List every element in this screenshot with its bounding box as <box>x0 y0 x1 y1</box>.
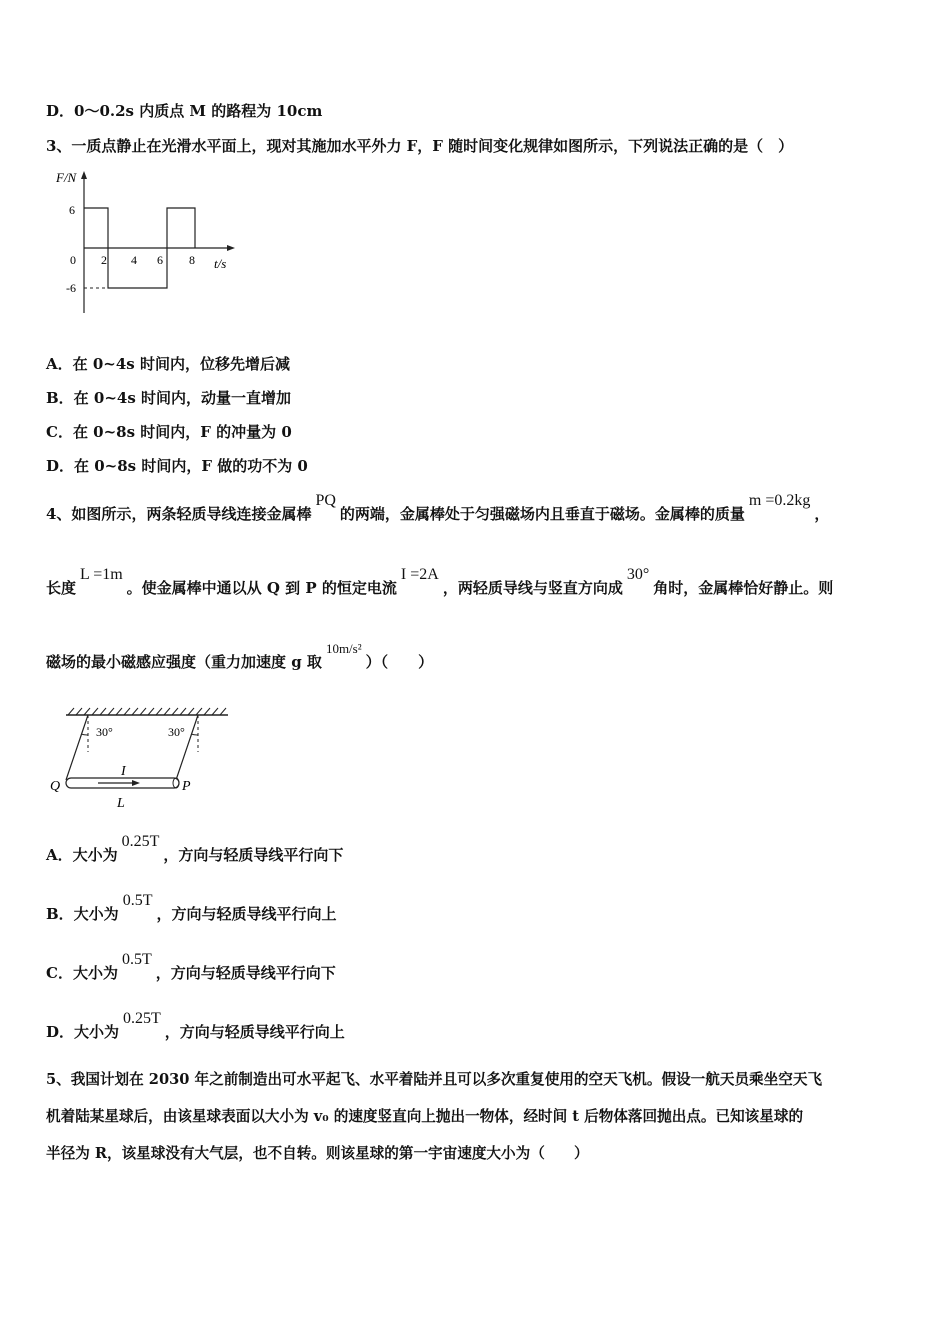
y-tick-0: 0 <box>70 253 76 267</box>
label-p: P <box>182 779 191 794</box>
q4-line2-text-b: 。使金属棒中通以从 Q 到 P 的恒定电流 <box>126 579 397 597</box>
x-tick-6: 6 <box>157 253 163 267</box>
q4-option-a-prefix: A．大小为 <box>46 846 118 864</box>
left-angle-label: 30° <box>96 725 113 739</box>
q4-line1-text-c: ， <box>814 505 830 523</box>
x-tick-2: 2 <box>101 253 107 267</box>
x-axis-label: t/s <box>214 256 227 271</box>
y-tick-neg6: -6 <box>66 281 76 295</box>
label-l: L <box>117 796 125 811</box>
q4-option-d-value: 0.25T <box>123 1010 161 1027</box>
q3-option-b: B．在 0~4s 时间内，动量一直增加 <box>46 389 292 407</box>
q4-line3-text-a: 磁场的最小磁感应强度（重力加速度 g 取 <box>46 653 322 671</box>
q4-option-c-prefix: C．大小为 <box>46 964 118 982</box>
q4-option-d <box>46 1010 345 1043</box>
q4-line1 <box>46 492 830 525</box>
q4-line3-text-b: ）（ ） <box>365 653 434 671</box>
x-arrow <box>227 245 235 251</box>
q4-line1-text-a: 4、如图所示，两条轻质导线连接金属棒 <box>46 505 312 523</box>
q4-option-d-prefix: D．大小为 <box>46 1023 120 1041</box>
y-arrow <box>81 171 87 179</box>
q4-option-b-value: 0.5T <box>122 892 153 909</box>
q3-stem: 3、一质点静止在光滑水平面上，现对其施加水平外力 F，F 随时间变化规律如图所示，下列说法正确的是（ ） <box>46 137 794 155</box>
q4-current-value: I =2A <box>400 566 439 583</box>
q4-option-a-value: 0.25T <box>121 833 160 850</box>
q4-gravity-value: 10m/s² <box>325 641 362 656</box>
q4-line1-text-b: 的两端，金属棒处于匀强磁场内且垂直于磁场。金属棒的质量 <box>339 505 745 523</box>
q4-line2-text-c: ，两轻质导线与竖直方向成 <box>442 579 623 597</box>
q4-option-c-suffix: ，方向与轻质导线平行向下 <box>155 964 336 982</box>
left-wire <box>66 715 88 780</box>
q4-option-b-suffix: ，方向与轻质导线平行向上 <box>156 905 337 923</box>
q3-option-d: D．在 0~8s 时间内，F 做的功不为 0 <box>46 457 308 475</box>
left-angle-arc <box>81 734 88 735</box>
right-angle-arc <box>191 734 198 735</box>
y-tick-6: 6 <box>69 203 75 217</box>
q4-pq-symbol: PQ <box>315 492 336 509</box>
x-tick-4: 4 <box>131 253 137 267</box>
q4-line2 <box>46 566 834 599</box>
x-tick-8: 8 <box>189 253 195 267</box>
q4-rod-figure <box>46 700 236 812</box>
right-angle-label: 30° <box>168 725 185 739</box>
q5-line3: 半径为 R，该星球没有大气层，也不自转。则该星球的第一宇宙速度大小为（ ） <box>46 1145 589 1162</box>
q5-line2: 机着陆某星球后，由该星球表面以大小为 v₀ 的速度竖直向上抛出一物体，经时间 t 后物体落回抛出点。已知该星球的 <box>46 1108 804 1125</box>
label-q: Q <box>50 779 61 794</box>
q3-option-a: A．在 0~4s 时间内，位移先增后减 <box>46 355 290 373</box>
q4-line2-text-a: 长度 <box>46 579 77 597</box>
q4-option-b-prefix: B．大小为 <box>46 905 119 923</box>
y-axis-label: F/N <box>56 170 77 185</box>
prev-option-d: D．0～0.2s 内质点 M 的路程为 10cm <box>46 102 323 120</box>
q4-option-d-suffix: ，方向与轻质导线平行向上 <box>164 1023 345 1041</box>
q4-option-a <box>46 833 344 866</box>
q3-option-c: C．在 0~8s 时间内，F 的冲量为 0 <box>46 423 292 441</box>
q5-line1: 5、我国计划在 2030 年之前制造出可水平起飞、水平着陆并且可以多次重复使用的空天飞机。假设一航天员乘坐空天飞 <box>46 1071 823 1088</box>
q4-option-c <box>46 951 336 984</box>
q4-line2-text-d: 角时，金属棒恰好静止。则 <box>653 579 834 597</box>
q4-angle-value: 30° <box>626 566 650 583</box>
q4-length-value: L =1m <box>80 566 123 583</box>
ceiling-hatch <box>68 708 226 715</box>
q4-option-a-suffix: ，方向与轻质导线平行向下 <box>163 846 344 864</box>
q4-option-c-value: 0.5T <box>121 951 152 968</box>
q4-option-b <box>46 892 337 925</box>
q4-line3 <box>46 641 434 673</box>
q4-mass-value: m =0.2kg <box>748 492 811 509</box>
q3-force-time-graph <box>50 168 250 318</box>
label-i: I <box>121 764 126 779</box>
